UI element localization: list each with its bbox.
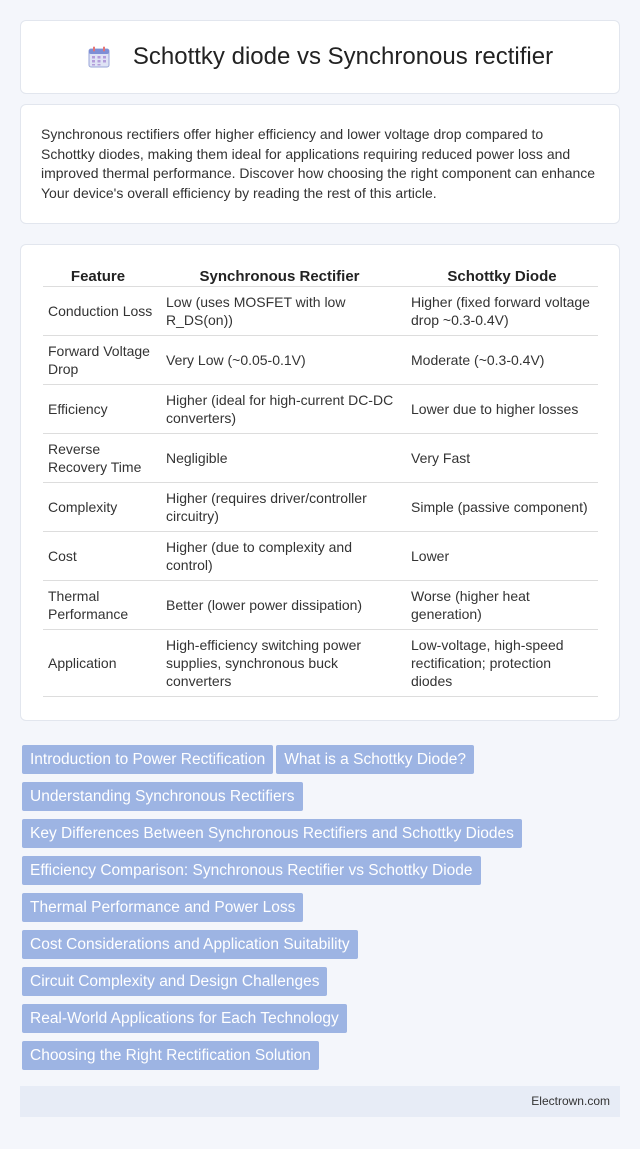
calendar-icon bbox=[87, 45, 111, 69]
table-row bbox=[43, 483, 598, 532]
table-cell: Reverse Recovery Time bbox=[43, 434, 161, 483]
table-cell: Worse (higher heat generation) bbox=[406, 581, 598, 630]
table-cell: Higher (requires driver/controller circuitry) bbox=[161, 483, 406, 532]
table-row bbox=[43, 434, 598, 483]
tag-circuit-complexity[interactable]: Circuit Complexity and Design Challenges bbox=[22, 967, 327, 996]
tag-understanding-synchronous[interactable]: Understanding Synchronous Rectifiers bbox=[22, 782, 303, 811]
table-cell: Cost bbox=[43, 532, 161, 581]
table-cell: Better (lower power dissipation) bbox=[161, 581, 406, 630]
table-row bbox=[43, 630, 598, 697]
table-cell: Lower bbox=[406, 532, 598, 581]
table-cell: Higher (ideal for high-current DC-DC converters) bbox=[161, 385, 406, 434]
tag-choosing-solution[interactable]: Choosing the Right Rectification Solution bbox=[22, 1041, 319, 1070]
tag-introduction[interactable]: Introduction to Power Rectification bbox=[22, 745, 273, 774]
table-header-row bbox=[43, 261, 598, 287]
table-row bbox=[43, 532, 598, 581]
table-cell: Higher (due to complexity and control) bbox=[161, 532, 406, 581]
table-cell: High-efficiency switching power supplies, synchronous buck converters bbox=[161, 630, 406, 697]
table-cell: Low-voltage, high-speed rectification; protection diodes bbox=[406, 630, 598, 697]
tag-what-is-schottky[interactable]: What is a Schottky Diode? bbox=[276, 745, 474, 774]
footer bbox=[20, 1086, 620, 1117]
table-cell: Very Low (~0.05-0.1V) bbox=[161, 336, 406, 385]
table-row bbox=[43, 287, 598, 336]
table-cell: Complexity bbox=[43, 483, 161, 532]
table-row bbox=[43, 385, 598, 434]
tag-key-differences[interactable]: Key Differences Between Synchronous Rectifiers and Schottky Diodes bbox=[22, 819, 522, 848]
table-cell: Higher (fixed forward voltage drop ~0.3-0.4V) bbox=[406, 287, 598, 336]
comparison-table-card bbox=[20, 244, 620, 721]
intro-card bbox=[20, 104, 620, 224]
footer-site-link[interactable]: Electrown.com bbox=[531, 1094, 610, 1108]
table-cell: Thermal Performance bbox=[43, 581, 161, 630]
table-cell: Conduction Loss bbox=[43, 287, 161, 336]
header-schottky-diode: Schottky Diode bbox=[406, 261, 598, 287]
header-card bbox=[20, 20, 620, 94]
table-row bbox=[43, 581, 598, 630]
table-cell: Low (uses MOSFET with low R_DS(on)) bbox=[161, 287, 406, 336]
page-title: Schottky diode vs Synchronous rectifier bbox=[132, 43, 554, 70]
tag-efficiency-comparison[interactable]: Efficiency Comparison: Synchronous Rectifier vs Schottky Diode bbox=[22, 856, 481, 885]
table-cell: Lower due to higher losses bbox=[406, 385, 598, 434]
tag-cost-considerations[interactable]: Cost Considerations and Application Suitability bbox=[22, 930, 358, 959]
header-feature: Feature bbox=[43, 261, 161, 287]
intro-text: Synchronous rectifiers offer higher efficiency and lower voltage drop compared to Schottky diodes, making them ideal for applications requiring reduced power loss and improved thermal performance. Discover how choosing the right component can enhance Your device's overall efficiency by reading the rest of this article. bbox=[41, 126, 596, 201]
table-cell: Application bbox=[43, 630, 161, 697]
table-cell: Forward Voltage Drop bbox=[43, 336, 161, 385]
table-cell: Moderate (~0.3-0.4V) bbox=[406, 336, 598, 385]
table-cell: Simple (passive component) bbox=[406, 483, 598, 532]
tag-real-world-applications[interactable]: Real-World Applications for Each Technology bbox=[22, 1004, 347, 1033]
table-cell: Very Fast bbox=[406, 434, 598, 483]
table-row bbox=[43, 336, 598, 385]
comparison-table bbox=[43, 261, 598, 697]
table-cell: Negligible bbox=[161, 434, 406, 483]
topic-tags bbox=[22, 745, 622, 1078]
tag-thermal-performance[interactable]: Thermal Performance and Power Loss bbox=[22, 893, 303, 922]
header-synchronous-rectifier: Synchronous Rectifier bbox=[161, 261, 406, 287]
table-cell: Efficiency bbox=[43, 385, 161, 434]
